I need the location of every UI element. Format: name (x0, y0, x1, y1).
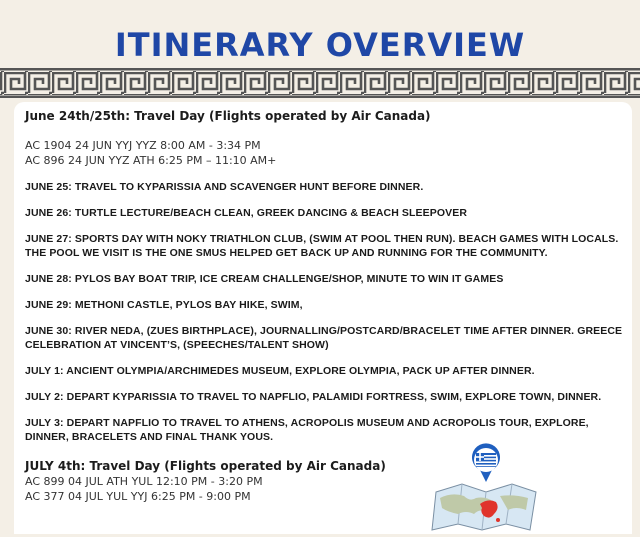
day-june-26: JUNE 26: TURTLE LECTURE/BEACH CLEAN, GREEK DANCING & BEACH SLEEPOVER (25, 207, 468, 219)
departure-flight-2: AC 896 24 JUN YYZ ATH 6:25 PM – 11:10 AM+ (25, 154, 277, 167)
greek-flag-icon (476, 453, 496, 467)
day-june-25: JUNE 25: TRAVEL TO KYPARISSIA AND SCAVENGER HUNT BEFORE DINNER. (25, 181, 424, 193)
day-june-29: JUNE 29: METHONI CASTLE, PYLOS BAY HIKE, SWIM, (25, 299, 303, 311)
greece-map-illustration (430, 440, 542, 532)
return-flight-1: AC 899 04 JUL ATH YUL 12:10 PM - 3:20 PM (25, 475, 263, 488)
departure-flight-1: AC 1904 24 JUN YYJ YYZ 8:00 AM - 3:34 PM (25, 139, 261, 152)
return-flight-2: AC 377 04 JUL YUL YYJ 6:25 PM - 9:00 PM (25, 490, 251, 503)
page-title: ITINERARY OVERVIEW (114, 26, 526, 64)
day-july-3: JULY 3: DEPART NAPFLIO TO TRAVEL TO ATHENS, ACROPOLIS MUSEUM AND ACROPOLIS TOUR, EXPLORE, DINNER, BRACELETS AND FINAL THANK YOUS. (25, 417, 589, 443)
day-june-30: JUNE 30: RIVER NEDA, (ZUES BIRTHPLACE), JOURNALLING/POSTCARD/BRACELET TIME AFTER DINNER. GREECE CELEBRATION AT VINCENT’S, (SPEECHES/TALENT SHOW) (25, 325, 623, 351)
day-july-2: JULY 2: DEPART KYPARISSIA TO TRAVEL TO NAPFLIO, PALAMIDI FORTRESS, SWIM, EXPLORE TOWN, DINNER. (25, 391, 602, 403)
return-heading: JULY 4th: Travel Day (Flights operated by Air Canada) (25, 459, 386, 473)
departure-heading: June 24th/25th: Travel Day (Flights operated by Air Canada) (25, 109, 431, 123)
greek-key-border (0, 68, 640, 98)
day-june-27: JUNE 27: SPORTS DAY WITH NOKY TRIATHLON CLUB, (SWIM AT POOL THEN RUN). BEACH GAMES WITH LOCALS. THE POOL WE VISIT IS THE ONE SMUS HELPED GET BACK UP AND RUNNING FOR THE COMMUNITY. (25, 233, 619, 259)
day-june-28: JUNE 28: PYLOS BAY BOAT TRIP, ICE CREAM CHALLENGE/SHOP, MINUTE TO WIN IT GAMES (25, 273, 504, 285)
day-july-1: JULY 1: ANCIENT OLYMPIA/ARCHIMEDES MUSEUM, EXPLORE OLYMPIA, PACK UP AFTER DINNER. (25, 365, 535, 377)
